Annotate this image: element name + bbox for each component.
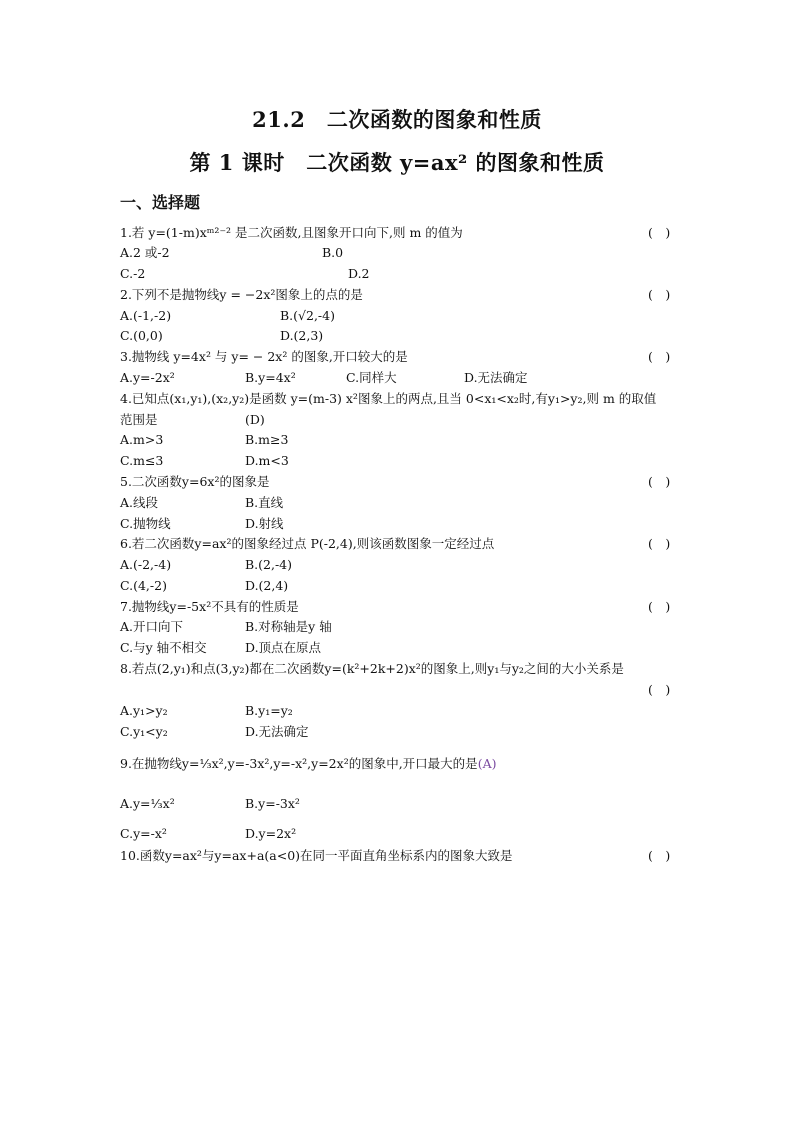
option-a: A.(-2,-4) (120, 557, 172, 572)
option-a: A.y=-2x² (120, 370, 175, 385)
option-d: D.(2,4) (245, 578, 289, 593)
question-9-text: 9.在抛物线y=⅓x²,y=-3x²,y=-x²,y=2x²的图象中,开口最大的是 (120, 756, 478, 771)
option-c: C.同样大 (346, 370, 397, 385)
option-a: A.线段 (120, 495, 159, 510)
option-b: B.直线 (245, 495, 284, 510)
answer-blank: ( ) (648, 599, 671, 614)
option-c: C.m≤3 (120, 453, 164, 468)
option-c: C.y₁<y₂ (120, 724, 168, 739)
option-a: A.y=⅓x² (120, 796, 175, 811)
option-b: B.(√2,-4) (280, 308, 335, 323)
answer-mark: (A) (477, 756, 497, 771)
question-6-stem: 6.若二次函数y=ax²的图象经过点 P(-2,4),则该函数图象一定经过点 (120, 536, 495, 551)
option-d: D.顶点在原点 (245, 640, 322, 655)
option-a: A.y₁>y₂ (120, 703, 168, 718)
option-b: B.(2,-4) (245, 557, 293, 572)
answer-blank: ( ) (648, 349, 671, 364)
answer-blank: ( ) (648, 536, 671, 551)
option-d: D.(2,3) (280, 328, 324, 343)
option-d: D.无法确定 (464, 370, 528, 385)
option-b: B.y₁=y₂ (245, 703, 293, 718)
option-c: C.y=-x² (120, 826, 167, 841)
option-d: D.2 (348, 266, 370, 281)
option-a: A.2 或-2 (120, 245, 170, 260)
option-c: C.抛物线 (120, 516, 171, 531)
option-a: A.(-1,-2) (120, 308, 172, 323)
option-b: B.y=4x² (245, 370, 296, 385)
option-c: C.(4,-2) (120, 578, 167, 593)
option-c: C.(0,0) (120, 328, 163, 343)
question-7-stem: 7.抛物线y=-5x²不具有的性质是 (120, 599, 299, 614)
question-1-stem: 1.若 y=(1-m)xᵐ²⁻² 是二次函数,且图象开口向下,则 m 的值为 (120, 225, 463, 240)
question-4-stem-cont: 范围是 (120, 412, 158, 427)
option-a: A.m>3 (120, 432, 164, 447)
option-a: A.开口向下 (120, 619, 184, 634)
answer-blank: ( ) (648, 682, 671, 697)
option-b: B.m≥3 (245, 432, 289, 447)
option-d: D.射线 (245, 516, 284, 531)
option-c: C.与y 轴不相交 (120, 640, 207, 655)
option-b: B.对称轴是y 轴 (245, 619, 332, 634)
question-5-stem: 5.二次函数y=6x²的图象是 (120, 474, 270, 489)
answer-blank: ( ) (648, 474, 671, 489)
question-4-stem: 4.已知点(x₁,y₁),(x₂,y₂)是函数 y=(m-3) x²图象上的两点,且当 0<x₁<x₂时,有y₁>y₂,则 m 的取值 (120, 391, 657, 406)
lesson-subtitle: 第 1 课时 二次函数 y=ax² 的图象和性质 (189, 150, 605, 175)
question-10-stem: 10.函数y=ax²与y=ax+a(a<0)在同一平面直角坐标系内的图象大致是 (120, 848, 513, 863)
question-3-stem: 3.抛物线 y=4x² 与 y= − 2x² 的图象,开口较大的是 (120, 349, 408, 364)
question-9-stem (120, 756, 496, 772)
section-heading: 一、选择题 (120, 193, 201, 212)
option-b: B.y=-3x² (245, 796, 300, 811)
lesson-title: 21.2 二次函数的图象和性质 (252, 107, 542, 132)
answer-blank: ( ) (648, 225, 671, 240)
answer-mark: (D) (245, 412, 265, 427)
question-8-stem: 8.若点(2,y₁)和点(3,y₂)都在二次函数y=(k²+2k+2)x²的图象上,则y₁与y₂之间的大小关系是 (120, 661, 624, 676)
option-b: B.0 (322, 245, 344, 260)
option-d: D.无法确定 (245, 724, 309, 739)
option-d: D.y=2x² (245, 826, 297, 841)
question-2-stem: 2.下列不是抛物线y = −2x²图象上的点的是 (120, 287, 363, 302)
option-d: D.m<3 (245, 453, 289, 468)
option-c: C.-2 (120, 266, 146, 281)
answer-blank: ( ) (648, 287, 671, 302)
answer-blank: ( ) (648, 848, 671, 863)
